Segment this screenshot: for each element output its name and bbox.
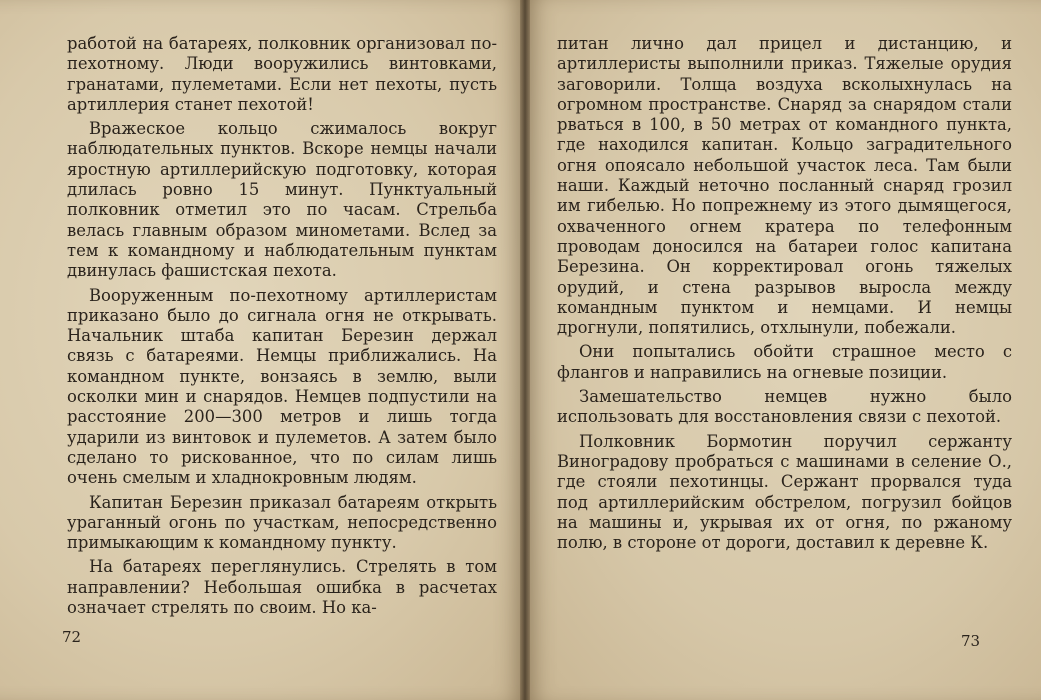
paragraph: Они попытались обойти страшное место с флангов и направились на огневые позиции. [557,342,1012,382]
paragraph: На батареях переглянулись. Стрелять в том направлении? Небольшая ошибка в расчетах означает стрелять по своим. Но ка- [67,557,497,618]
right-page [525,0,1041,700]
page-number-left: 72 [62,628,82,646]
paragraph: Вражеское кольцо сжималось вокруг наблюдательных пунктов. Вскоре немцы начали яростную артиллерийскую подготовку, которая длилась ровно 15 минут. Пунктуальный полковник отметил это по часам. Стрельба велась главным образом минометами. Вслед за тем к командному и наблюдательным пунктам двинулась фашистская пехота. [67,119,497,281]
book-gutter [520,0,530,700]
paragraph: Вооруженным по-пехотному артиллеристам приказано было до сигнала огня не открывать. Начальник штаба капитан Березин держал связь с батареями. Немцы приближались. На командном пункте, вонзаясь в землю, выли осколки мин и снарядов. Немцев подпустили на расстояние 200—300 метров и лишь тогда ударили из винтовок и пулеметов. А затем было сделано то рискованное, что по силам лишь очень смелым и хладнокровным людям. [67,285,497,488]
paragraph: питан лично дал прицел и дистанцию, и артиллеристы выполнили приказ. Тяжелые орудия заговорили. Толща воздуха всколыхнулась на огромном пространстве. Снаряд за снарядом стали рваться в 100, в 50 метрах от командного пункта, где находился капитан. Кольцо заградительного огня опоясало небольшой участок леса. Там были наши. Каждый неточно посланный снаряд грозил им гибелью. Но попрежнему из этого дымящегося, охваченного огнем кратера по телефонным проводам доносился на батареи голос капитана Березина. Он корректировал огонь тяжелых орудий, и стена разрывов выросла между командным пунктом и немцами. И немцы дрогнули, попятились, отхлынули, побежали. [557,34,1012,338]
paragraph: Замешательство немцев нужно было использовать для восстановления связи с пехотой. [557,387,1012,427]
left-page-text [67,34,497,622]
paragraph: работой на батареях, полковник организовал по-пехотному. Люди вооружились винтовками, гранатами, пулеметами. Если нет пехоты, пусть артиллерия станет пехотой! [67,34,497,114]
paragraph: Полковник Бормотин поручил сержанту Виноградову пробраться с машинами в селение О., где стояли пехотинцы. Сержант прорвался туда под артиллерийским обстрелом, погрузил бойцов на машины и, укрывая их от огня, по ржаному полю, в стороне от дороги, доставил к деревне К. [557,431,1012,553]
paragraph: Капитан Березин приказал батареям открыть ураганный огонь по участкам, непосредственно примыкающим к командному пункту. [67,492,497,553]
page-number-right: 73 [961,632,981,650]
right-page-text [557,34,1012,557]
